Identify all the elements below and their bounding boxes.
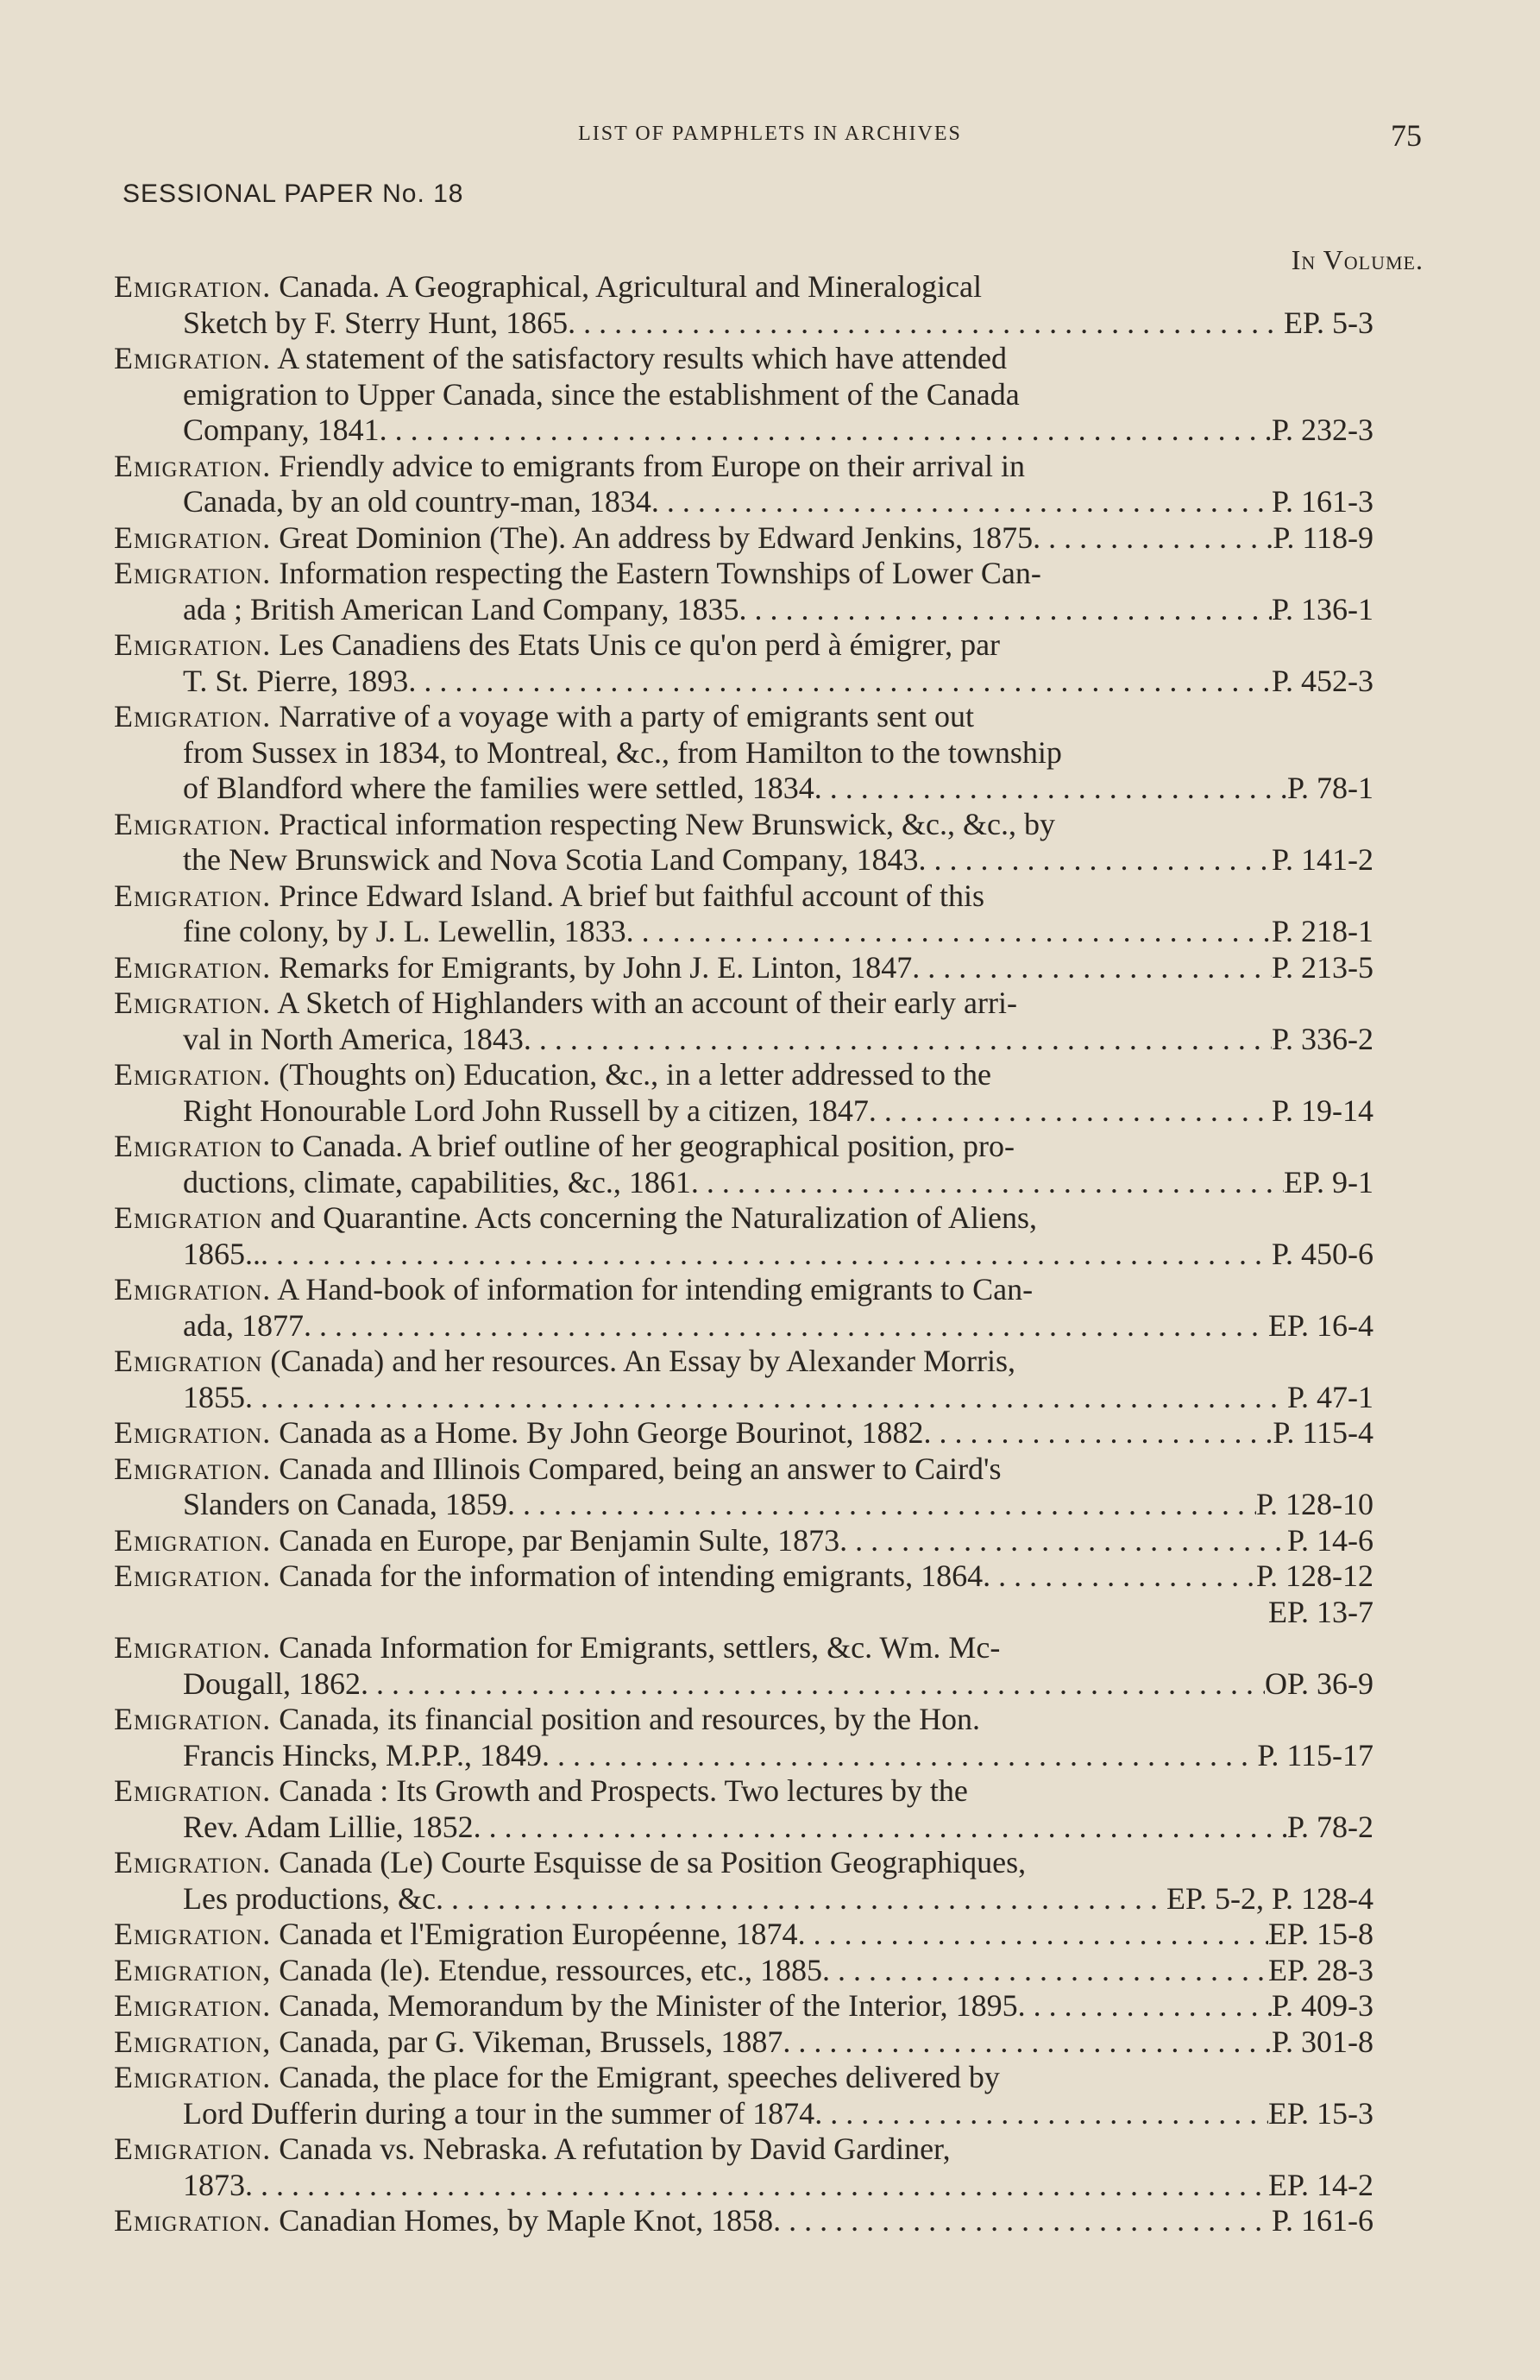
entry-text [114, 2131, 951, 2166]
list-entry [114, 1845, 1373, 1917]
entry-line-text: A statement of the satisfactory results which have attended [277, 341, 1008, 375]
entry-text [114, 1630, 1000, 1665]
volume-reference: P. 213-5 [1271, 949, 1373, 985]
entry-text [183, 914, 626, 950]
entry-heading: Emigration. [114, 1415, 272, 1450]
volume-reference: EP. 28-3 [1267, 1952, 1373, 1987]
entry-line-text: Canada et l'Emigration Européenne, 1874 [279, 1917, 798, 1951]
entry-text [114, 1129, 1015, 1163]
entry-line-text: Canadian Homes, by Maple Knot, 1858 [279, 2203, 774, 2238]
dot-leader [380, 412, 1272, 449]
entry-line-text: emigration to Upper Canada, since the establishment of the Canada [183, 376, 1020, 412]
entry-line [114, 2096, 1373, 2132]
entry-heading: Emigration. [114, 1702, 272, 1736]
entry-line [114, 2060, 1373, 2096]
entry-line [114, 735, 1373, 771]
entry-line [114, 1845, 1373, 1881]
entry-text [114, 1702, 980, 1736]
dot-leader [739, 592, 1272, 628]
entry-line-text: Great Dominion (The). An address by Edward Jenkins, 1875 [279, 519, 1034, 555]
entry-line [114, 1773, 1373, 1810]
entry-text [183, 377, 1020, 412]
entry-line-text: A Hand-book of information for intending emigrants to Can- [277, 1272, 1034, 1306]
entry-heading: Emigration [114, 1129, 263, 1163]
dot-leader [923, 1415, 1273, 1451]
entry-line-text: Les productions, &c [183, 1880, 436, 1916]
dot-leader [542, 1738, 1257, 1774]
entry-heading: Emigration [114, 1200, 263, 1235]
list-entry [114, 1953, 1373, 1989]
list-entry [114, 699, 1373, 807]
entry-line [114, 1881, 1373, 1917]
dot-leader [783, 2024, 1272, 2061]
entry-line-text: Canada (le). Etendue, ressources, etc., 1885 [279, 1952, 823, 1987]
entry-line-text: A Sketch of Highlanders with an account of their early arri- [277, 985, 1017, 1020]
entry-line-text: Canada : Its Growth and Prospects. Two lectures by the [279, 1773, 968, 1808]
entry-line [114, 1451, 1373, 1488]
entry-line [114, 627, 1373, 664]
entry-line-text: (Canada) and her resources. An Essay by Alexander Morris, [270, 1344, 1016, 1378]
volume-reference: P. 301-8 [1271, 2024, 1373, 2059]
entry-text [114, 1344, 1015, 1378]
entry-line [114, 1702, 1373, 1738]
entry-text [114, 2060, 1000, 2094]
entry-line [114, 2168, 1373, 2204]
list-entry [114, 1702, 1373, 1773]
entry-line-text: Canada Information for Emigrants, settlers, &c. Wm. Mc- [279, 1630, 1001, 1665]
dot-leader [261, 1237, 1272, 1273]
entry-line [114, 699, 1373, 735]
volume-reference: EP. 5-2, P. 128-4 [1166, 1880, 1373, 1916]
volume-reference: EP. 5-3 [1283, 305, 1373, 340]
entry-line [114, 592, 1373, 628]
entry-text [183, 1093, 869, 1130]
volume-reference: P. 78-2 [1286, 1809, 1373, 1844]
volume-reference: P. 115-17 [1257, 1737, 1373, 1772]
list-entry [114, 1917, 1373, 1953]
volume-reference: P. 452-3 [1271, 663, 1373, 698]
entry-line-text: Narrative of a voyage with a party of emigrants sent out [279, 699, 974, 734]
entry-text [114, 1415, 923, 1451]
entry-heading: Emigration. [114, 1773, 272, 1808]
entry-text [114, 627, 1000, 662]
volume-reference: P. 218-1 [1271, 914, 1373, 948]
entry-line-text: Canada. A Geographical, Agricultural and Mineralogical [279, 269, 982, 304]
list-entry [114, 985, 1373, 1057]
entry-heading: Emigration. [114, 985, 272, 1020]
entry-line-text: ductions, climate, capabilities, &c., 1861 [183, 1164, 691, 1199]
list-entry [114, 878, 1373, 950]
entry-line-text: Prince Edward Island. A brief but faithful account of this [279, 878, 985, 913]
list-entry [114, 520, 1373, 557]
dot-leader [1018, 1988, 1272, 2024]
entry-line-text: to Canada. A brief outline of her geographical position, pro- [270, 1129, 1015, 1163]
entry-line-text: 1855 [183, 1379, 245, 1414]
entry-line-text: Friendly advice to emigrants from Europe on their arrival in [279, 448, 1026, 483]
entry-line-text: the New Brunswick and Nova Scotia Land Company, 1843 [183, 842, 919, 877]
entry-text [114, 1451, 1002, 1486]
entry-text [183, 735, 1062, 770]
entry-line [114, 2024, 1373, 2061]
entry-line-text: Canada as a Home. By John George Bourinot, 1882 [279, 1415, 924, 1450]
entry-line-text: Canada, its financial position and resources, by the Hon. [279, 1702, 981, 1736]
entry-text [114, 878, 984, 913]
dot-leader [983, 1558, 1256, 1595]
entry-line [114, 1523, 1373, 1559]
entry-line [114, 878, 1373, 915]
entry-line [114, 1237, 1373, 1273]
entry-heading: Emigration. [114, 1845, 272, 1879]
dot-leader [869, 1093, 1272, 1130]
list-entry [114, 950, 1373, 986]
volume-reference: P. 141-2 [1271, 842, 1373, 877]
entry-line [114, 1810, 1373, 1846]
entry-line [114, 1415, 1373, 1451]
entry-text [114, 699, 974, 734]
entry-line [114, 842, 1373, 878]
list-entry [114, 1344, 1373, 1415]
entry-text [183, 1487, 507, 1523]
entry-heading: Emigration. [114, 1558, 272, 1593]
entry-heading: Emigration. [114, 2060, 272, 2094]
entry-heading: Emigration. [114, 1057, 272, 1092]
entry-heading: Emigration. [114, 269, 272, 304]
volume-reference: P. 47-1 [1286, 1379, 1373, 1414]
entry-heading: Emigration. [114, 1522, 272, 1558]
entry-line-text: Canada, par G. Vikeman, Brussels, 1887 [279, 2024, 783, 2059]
entry-heading: Emigration. [114, 556, 272, 590]
entry-text [114, 1988, 1018, 2024]
entry-heading: Emigration, [114, 2024, 272, 2059]
volume-reference: P. 450-6 [1271, 1236, 1373, 1271]
list-entry [114, 1129, 1373, 1200]
entry-text [183, 1380, 245, 1416]
entry-line-text: val in North America, 1843 [183, 1021, 524, 1056]
volume-reference: EP. 15-3 [1267, 2095, 1373, 2131]
entry-text [183, 1022, 524, 1058]
volume-reference: P. 136-1 [1271, 591, 1373, 626]
entry-line [114, 1380, 1373, 1416]
entry-line-text: Practical information respecting New Brunswick, &c., &c., by [279, 806, 1056, 841]
entry-text [183, 1237, 261, 1273]
entry-line-text: Canada en Europe, par Benjamin Sulte, 1873 [279, 1522, 840, 1558]
entry-heading: Emigration. [114, 878, 272, 913]
entry-heading: Emigration. [114, 519, 272, 555]
list-entry [114, 627, 1373, 699]
entry-line-text: Rev. Adam Lillie, 1852 [183, 1809, 474, 1844]
dot-leader [912, 950, 1272, 986]
entry-line-text: Right Honourable Lord John Russell by a citizen, 1847 [183, 1092, 869, 1128]
entry-line-text: Lord Dufferin during a tour in the summer of 1874 [183, 2095, 815, 2131]
entry-heading: Emigration. [114, 2131, 272, 2166]
list-entry [114, 2060, 1373, 2131]
entry-line [114, 664, 1373, 700]
entry-line [114, 1344, 1373, 1380]
entry-line-text: fine colony, by J. L. Lewellin, 1833 [183, 914, 626, 948]
entry-text [114, 1057, 991, 1092]
volume-reference: EP. 16-4 [1267, 1307, 1373, 1343]
dot-leader [814, 771, 1287, 807]
entry-text [114, 1200, 1037, 1235]
list-entry [114, 1773, 1373, 1845]
dot-leader [1033, 520, 1273, 557]
entry-line-text: 1873 [183, 2167, 245, 2202]
sessional-paper-label: SESSIONAL PAPER No. 18 [123, 179, 464, 208]
entry-line [114, 807, 1373, 843]
entry-text [183, 2168, 245, 2204]
volume-reference: P. 128-10 [1255, 1487, 1373, 1521]
entry-text [114, 807, 1055, 841]
entry-heading: Emigration, [114, 1952, 272, 1987]
entry-text [183, 1810, 474, 1846]
list-entry [114, 1630, 1373, 1702]
dot-leader [691, 1165, 1284, 1201]
entry-text [183, 664, 408, 700]
entry-line-text: Canada, the place for the Emigrant, speeches delivered by [279, 2060, 1000, 2094]
volume-reference: P. 14-6 [1286, 1522, 1373, 1558]
entry-heading: Emigration. [114, 448, 272, 483]
entry-line [114, 1057, 1373, 1093]
entry-line [114, 771, 1373, 807]
entry-text [114, 1272, 1033, 1306]
list-entry [114, 341, 1373, 449]
entry-line [114, 1738, 1373, 1774]
volume-reference: P. 232-3 [1271, 412, 1373, 447]
entry-line-text: Canada and Illinois Compared, being an answer to Caird's [279, 1451, 1002, 1486]
list-entry [114, 1200, 1373, 1272]
entry-line-text: Slanders on Canada, 1859 [183, 1487, 507, 1521]
entry-line [114, 1200, 1373, 1237]
entry-line [114, 412, 1373, 449]
entry-line [114, 1272, 1373, 1308]
list-entry [114, 1558, 1373, 1630]
dot-leader [304, 1308, 1268, 1344]
entry-line [114, 1558, 1373, 1595]
entry-text [114, 985, 1017, 1020]
entry-text [114, 556, 1041, 590]
list-entry [114, 1988, 1373, 2024]
entry-text [183, 1881, 436, 1917]
entry-line [114, 950, 1373, 986]
entry-line-text: Francis Hincks, M.P.P., 1849 [183, 1737, 543, 1772]
entry-heading: Emigration. [114, 1630, 272, 1665]
entry-line [114, 556, 1373, 592]
entry-line [114, 2203, 1373, 2239]
volume-reference: P. 409-3 [1271, 1988, 1373, 2023]
volume-reference: EP. 14-2 [1267, 2167, 1373, 2202]
entry-heading: Emigration. [114, 1451, 272, 1486]
entry-heading: Emigration. [114, 1272, 272, 1306]
entry-text [114, 1917, 798, 1953]
dot-leader [436, 1881, 1166, 1917]
entry-line-text: Canada, by an old country-man, 1834 [183, 484, 651, 519]
entry-text [183, 771, 814, 807]
entry-line-text: Canada for the information of intending emigrants, 1864 [279, 1558, 984, 1593]
dot-leader [408, 664, 1272, 700]
entry-line [114, 1953, 1373, 1989]
entry-line [114, 2131, 1373, 2168]
volume-reference: P. 19-14 [1271, 1092, 1373, 1128]
entry-line-text: Dougall, 1862 [183, 1665, 361, 1701]
entry-line [114, 305, 1373, 342]
entry-line-text: Les Canadiens des Etats Unis ce qu'on perd à émigrer, par [279, 627, 1001, 662]
volume-reference: EP. 9-1 [1283, 1164, 1373, 1199]
entry-line-text: Company, 1841 [183, 412, 380, 447]
list-entry [114, 2024, 1373, 2061]
dot-leader [474, 1810, 1287, 1846]
entry-text [183, 484, 651, 520]
entry-line-text: ada, 1877 [183, 1307, 304, 1343]
entry-line [114, 1129, 1373, 1165]
entry-text [183, 1738, 542, 1774]
entry-line [114, 1595, 1373, 1631]
entry-text [114, 520, 1033, 557]
entry-line [114, 269, 1373, 305]
entry-text [183, 592, 739, 628]
entry-line-text: and Quarantine. Acts concerning the Naturalization of Aliens, [270, 1200, 1037, 1235]
entry-heading: Emigration. [114, 699, 272, 734]
entry-text [114, 1558, 983, 1595]
entry-line-text: Information respecting the Eastern Townships of Lower Can- [279, 556, 1041, 590]
entry-text [114, 1773, 968, 1808]
entry-line-text: (Thoughts on) Education, &c., in a letter addressed to the [279, 1057, 992, 1092]
entry-text [114, 950, 912, 986]
dot-leader [919, 842, 1272, 878]
entry-text [114, 269, 982, 304]
entry-line-text: Canada, Memorandum by the Minister of the Interior, 1895 [279, 1988, 1018, 2023]
dot-leader [798, 1917, 1268, 1953]
dot-leader [245, 2168, 1268, 2204]
entry-heading: Emigration. [114, 949, 272, 985]
in-volume-column-heading: In Volume. [1291, 244, 1424, 275]
entry-line [114, 1165, 1373, 1201]
dot-leader [773, 2203, 1272, 2239]
running-head: LIST OF PAMPHLETS IN ARCHIVES [578, 123, 962, 145]
pamphlet-list [114, 269, 1373, 2239]
dot-leader [245, 1380, 1287, 1416]
entry-line [114, 377, 1373, 413]
entry-text [114, 1953, 822, 1989]
volume-reference: EP. 15-8 [1267, 1917, 1373, 1951]
volume-reference: P. 118-9 [1273, 519, 1373, 555]
entry-text [183, 1666, 361, 1703]
dot-leader [568, 305, 1284, 342]
list-entry [114, 556, 1373, 627]
volume-reference: OP. 36-9 [1264, 1665, 1373, 1701]
entry-text [114, 2024, 783, 2061]
dot-leader [507, 1487, 1256, 1523]
entry-text [114, 1845, 1026, 1879]
list-entry [114, 2203, 1373, 2239]
volume-reference: P. 161-6 [1271, 2203, 1373, 2238]
dot-leader [814, 2096, 1268, 2132]
entry-line-text: from Sussex in 1834, to Montreal, &c., from Hamilton to the township [183, 734, 1062, 770]
entry-heading: Emigration. [114, 806, 272, 841]
list-entry [114, 1523, 1373, 1559]
entry-line-text: Remarks for Emigrants, by John J. E. Linton, 1847 [279, 949, 913, 985]
volume-reference-extra: EP. 13-7 [1267, 1594, 1373, 1629]
dot-leader [651, 484, 1272, 520]
entry-text [183, 1308, 304, 1344]
entry-text [114, 341, 1007, 375]
entry-line [114, 1917, 1373, 1953]
volume-reference: P. 161-3 [1271, 484, 1373, 519]
dot-leader [822, 1953, 1268, 1989]
entry-line-text: Canada (Le) Courte Esquisse de sa Position Geographiques, [279, 1845, 1027, 1879]
list-entry [114, 1057, 1373, 1129]
entry-text [183, 842, 919, 878]
entry-text [183, 1165, 691, 1201]
entry-line [114, 449, 1373, 485]
dot-leader [361, 1666, 1265, 1703]
entry-line [114, 914, 1373, 950]
entry-heading: Emigration. [114, 627, 272, 662]
page-number: 75 [1391, 118, 1422, 153]
entry-text [183, 2096, 814, 2132]
entry-line [114, 341, 1373, 377]
entry-line [114, 1666, 1373, 1703]
entry-line [114, 985, 1373, 1022]
entry-heading: Emigration. [114, 341, 272, 375]
entry-line-text: T. St. Pierre, 1893 [183, 663, 409, 698]
entry-line-text: Sketch by F. Sterry Hunt, 1865 [183, 305, 569, 340]
entry-line [114, 1308, 1373, 1344]
entry-line-text: 1865.. [183, 1236, 261, 1271]
entry-heading: Emigration [114, 1344, 263, 1378]
entry-line [114, 1630, 1373, 1666]
list-entry [114, 2131, 1373, 2203]
entry-heading: Emigration. [114, 1988, 272, 2023]
volume-reference: P. 336-2 [1271, 1021, 1373, 1056]
entry-line [114, 1988, 1373, 2024]
dot-leader [626, 914, 1272, 950]
entry-line [114, 1022, 1373, 1058]
volume-reference: P. 78-1 [1286, 771, 1373, 805]
dot-leader [524, 1022, 1272, 1058]
entry-line-text: ada ; British American Land Company, 1835 [183, 591, 739, 626]
entry-text [114, 1523, 839, 1559]
volume-reference: P. 115-4 [1273, 1415, 1373, 1450]
entry-line [114, 520, 1373, 557]
dot-leader [839, 1523, 1287, 1559]
list-entry [114, 1451, 1373, 1523]
entry-text [114, 449, 1025, 483]
entry-line [114, 1093, 1373, 1130]
entry-text [183, 412, 380, 449]
list-entry [114, 807, 1373, 878]
entry-text [183, 305, 568, 342]
list-entry [114, 269, 1373, 341]
list-entry [114, 1415, 1373, 1451]
list-entry [114, 449, 1373, 520]
entry-line-text: of Blandford where the families were settled, 1834 [183, 771, 814, 805]
list-entry [114, 1272, 1373, 1344]
entry-line [114, 484, 1373, 520]
entry-heading: Emigration. [114, 2203, 272, 2238]
entry-line [114, 1487, 1373, 1523]
volume-reference: P. 128-12 [1255, 1558, 1373, 1593]
entry-heading: Emigration. [114, 1917, 272, 1951]
entry-text [114, 2203, 773, 2239]
entry-line-text: Canada vs. Nebraska. A refutation by David Gardiner, [279, 2131, 951, 2166]
